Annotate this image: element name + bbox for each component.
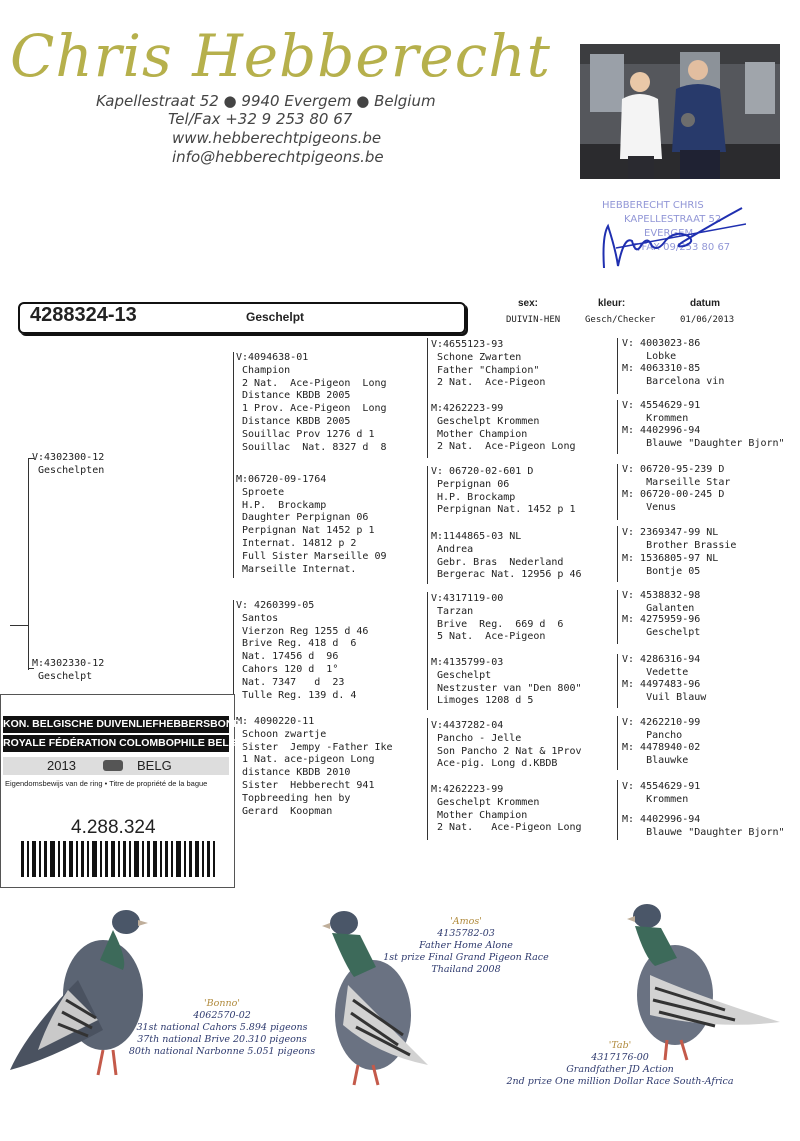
card-ring-number: 4.288.324 <box>71 817 156 838</box>
card-country: BELG <box>137 758 172 773</box>
federation-name-nl: KON. BELGISCHE DUIVENLIEFHEBBERSBOND <box>3 716 229 733</box>
gggp-6-mother: M: 4497483-96 Vuil Blauw <box>622 679 707 703</box>
gggp-7-mother: M: 4478940-02 Blauwke <box>622 742 701 766</box>
gggp-4-mother: M: 1536805-97 NL Bontje 05 <box>622 553 719 577</box>
ggp-4: M:1144865-03 NL Andrea Gebr. Bras Nederland Bergerac Nat. 12956 p 46 <box>431 531 582 581</box>
color-label: kleur: <box>598 298 626 309</box>
gggp-1-father: V: 4003023-86 Lobke <box>622 338 701 362</box>
grandmother-paternal: M:06720-09-1764 Sproete H.P. Brockamp Daughter Perpignan 06 Perpignan Nat 1452 p 1 Internat. 14812 p 2 Full Sister Marseille 09 Marseille Internat. <box>236 474 387 575</box>
gggp-3-mother: M: 06720-00-245 D Venus <box>622 489 725 513</box>
federation-name-fr: ROYALE FÉDÉRATION COLOMBOPHILE BELGE <box>3 735 229 752</box>
ggp-7: V:4437282-04 Pancho - Jelle Son Pancho 2 Nat & 1Prov Ace-pig. Long d.KBDB <box>431 720 582 770</box>
owner-stamp: HEBBERECHT CHRIS KAPELLESTRAAT 52 EVERGEM T/FAX 09/253 80 67 <box>596 196 746 276</box>
ggp-2: M:4262223-99 Geschelpt Krommen Mother Champion 2 Nat. Ace-Pigeon Long <box>431 403 576 453</box>
website[interactable]: www.hebberechtpigeons.be <box>172 129 382 147</box>
gggp-8-father: V: 4554629-91 Krommen <box>622 781 701 805</box>
signature <box>596 196 746 276</box>
caption-amos: 'Amos' 4135782-03 Father Home Alone 1st prize Final Grand Pigeon Race Thailand 2008 <box>383 916 549 975</box>
father: V:4302300-12 Geschelpten <box>32 452 105 476</box>
pigeon-name: Geschelpt <box>246 310 305 324</box>
caption-bonno: 'Bonno' 4062570-02 31st national Cahors 5.894 pigeons 37th national Brive 20.310 pigeons 80th national Narbonne 5.051 pigeons <box>128 998 316 1057</box>
phone: Tel/Fax +32 9 253 80 67 <box>168 110 353 128</box>
mother: M:4302330-12 Geschelpt <box>32 658 105 682</box>
sex-value: DUIVIN-HEN <box>506 315 561 325</box>
crown-icon <box>103 760 123 771</box>
brand-title: Chris Hebberecht <box>10 22 551 90</box>
gggp-2-father: V: 4554629-91 Krommen <box>622 400 701 424</box>
gggp-4-father: V: 2369347-99 NL Brother Brassie <box>622 527 737 551</box>
gggp-1-mother: M: 4063310-85 Barcelona vin <box>622 363 725 387</box>
card-subtitle: Eigendomsbewijs van de ring • Titre de propriété de la bague <box>5 779 208 788</box>
email[interactable]: info@hebberechtpigeons.be <box>172 148 384 166</box>
ggp-6: M:4135799-03 Geschelpt Nestzuster van "Den 800" Limoges 1208 d 5 <box>431 657 582 707</box>
color-value: Gesch/Checker <box>585 315 656 325</box>
grandmother-maternal: M: 4090220-11 Schoon zwartje Sister Jempy -Father Ike 1 Nat. ace-pigeon Long distance KBDB 2010 Sister Hebberecht 941 Topbreeding hen by Gerard Koopman <box>236 716 393 817</box>
gggp-8-mother: M: 4402996-94 Blauwe "Daughter Bjorn" <box>622 814 785 838</box>
sex-label: sex: <box>518 298 539 309</box>
ring-ownership-card <box>0 694 244 888</box>
gggp-7-father: V: 4262210-99 Pancho <box>622 717 701 741</box>
ggp-8: M:4262223-99 Geschelpt Krommen Mother Champion 2 Nat. Ace-Pigeon Long <box>431 784 582 834</box>
grandfather-maternal: V: 4260399-05 Santos Vierzon Reg 1255 d 46 Brive Reg. 418 d 6 Nat. 17456 d 96 Cahors 120 d 1° Nat. 7347 d 23 Tulle Reg. 139 d. 4 <box>236 600 369 701</box>
gggp-5-mother: M: 4275959-96 Geschelpt <box>622 614 701 638</box>
gggp-3-father: V: 06720-95-239 D Marseille Star <box>622 464 731 488</box>
gggp-6-father: V: 4286316-94 Vedette <box>622 654 701 678</box>
card-year-row <box>3 757 229 775</box>
gggp-5-father: V: 4538832-98 Galanten <box>622 590 701 614</box>
date-label: datum <box>690 298 720 309</box>
card-year: 2013 <box>47 758 76 773</box>
grandfather-paternal: V:4094638-01 Champion 2 Nat. Ace-Pigeon Long Distance KBDB 2005 1 Prov. Ace-Pigeon Long Distance KBDB 2005 Souillac Prov 1276 d 1 Souillac Nat. 8327 d 8 <box>236 352 387 453</box>
date-value: 01/06/2013 <box>680 315 735 325</box>
ring-number: 4288324-13 <box>30 304 137 326</box>
owner-photo <box>580 44 780 179</box>
ggp-3: V: 06720-02-601 D Perpignan 06 H.P. Brockamp Perpignan Nat. 1452 p 1 <box>431 466 576 516</box>
ggp-5: V:4317119-00 Tarzan Brive Reg. 669 d 6 5 Nat. Ace-Pigeon <box>431 593 564 643</box>
gggp-2-mother: M: 4402996-94 Blauwe "Daughter Bjorn" <box>622 425 785 449</box>
ggp-1: V:4655123-93 Schone Zwarten Father "Champion" 2 Nat. Ace-Pigeon <box>431 339 546 389</box>
caption-tab: 'Tab' 4317176-00 Grandfather JD Action 2nd prize One million Dollar Race South-Africa <box>506 1040 734 1087</box>
address: Kapellestraat 52 ● 9940 Evergem ● Belgium <box>96 92 436 110</box>
